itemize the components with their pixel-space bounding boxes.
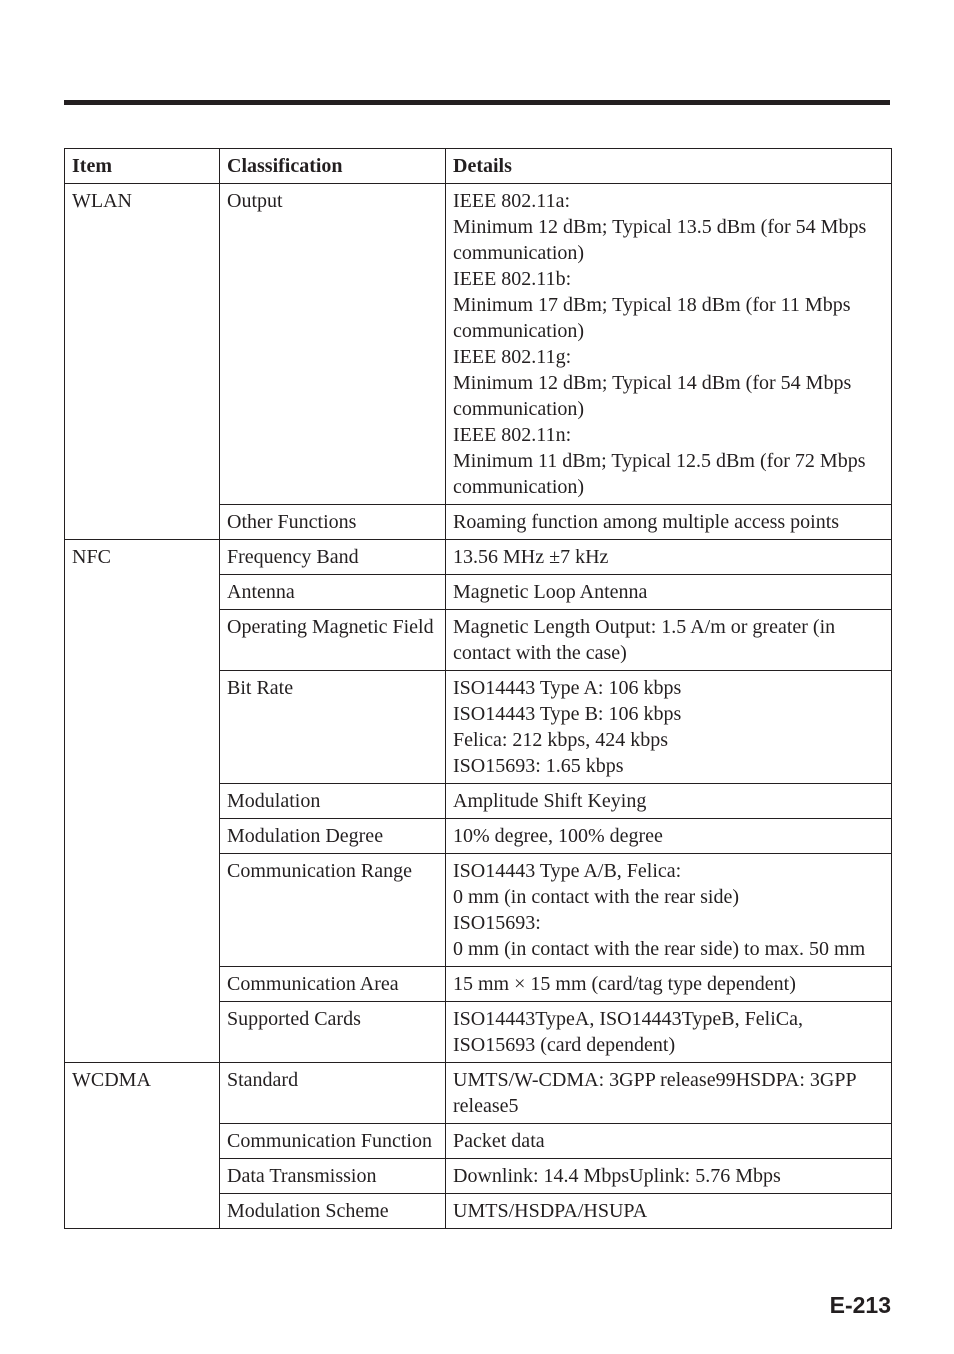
details-line: ISO14443TypeA, ISO14443TypeB, FeliCa, ISO15693 (card dependent) <box>453 1008 803 1056</box>
table-row <box>65 184 892 505</box>
details-cell <box>446 505 892 540</box>
details-line: Minimum 11 dBm; Typical 12.5 dBm (for 72 Mbps communication) <box>453 450 866 498</box>
table-header-row <box>65 149 892 184</box>
details-cell <box>446 1159 892 1194</box>
details-line: UMTS/W-CDMA: 3GPP release99HSDPA: 3GPP release5 <box>453 1069 856 1117</box>
details-cell <box>446 967 892 1002</box>
details-line: Amplitude Shift Keying <box>453 790 647 812</box>
classification-cell: Bit Rate <box>220 671 446 784</box>
details-line: ISO14443 Type A/B, Felica: <box>453 860 682 882</box>
table-body <box>65 184 892 1229</box>
classification-cell: Communication Area <box>220 967 446 1002</box>
details-cell <box>446 1063 892 1124</box>
header-details: Details <box>446 149 892 184</box>
details-line: Minimum 12 dBm; Typical 13.5 dBm (for 54 Mbps communication) <box>453 216 867 264</box>
details-cell <box>446 819 892 854</box>
classification-cell: Standard <box>220 1063 446 1124</box>
details-line: Magnetic Length Output: 1.5 A/m or greater (in contact with the case) <box>453 616 836 664</box>
details-line: IEEE 802.11a: <box>453 190 571 212</box>
details-line: IEEE 802.11g: <box>453 346 572 368</box>
details-cell <box>446 184 892 505</box>
details-line: ISO14443 Type A: 106 kbps <box>453 677 682 699</box>
details-line: 15 mm × 15 mm (card/tag type dependent) <box>453 973 796 995</box>
details-line: 10% degree, 100% degree <box>453 825 663 847</box>
details-line: Packet data <box>453 1130 545 1152</box>
classification-cell: Data Transmission <box>220 1159 446 1194</box>
classification-cell: Modulation Degree <box>220 819 446 854</box>
classification-cell: Other Functions <box>220 505 446 540</box>
details-cell <box>446 1194 892 1229</box>
table-row <box>65 1063 892 1124</box>
classification-cell: Operating Magnetic Field <box>220 610 446 671</box>
details-line: Downlink: 14.4 MbpsUplink: 5.76 Mbps <box>453 1165 781 1187</box>
classification-cell: Supported Cards <box>220 1002 446 1063</box>
header-item: Item <box>65 149 220 184</box>
details-cell <box>446 610 892 671</box>
details-line: 13.56 MHz ±7 kHz <box>453 546 609 568</box>
details-line: IEEE 802.11n: <box>453 424 572 446</box>
details-line: Minimum 12 dBm; Typical 14 dBm (for 54 Mbps communication) <box>453 372 852 420</box>
details-line: ISO14443 Type B: 106 kbps <box>453 703 682 725</box>
details-line: ISO15693: 1.65 kbps <box>453 755 624 777</box>
details-cell <box>446 540 892 575</box>
details-line: Magnetic Loop Antenna <box>453 581 648 603</box>
table-row <box>65 540 892 575</box>
item-cell: WLAN <box>65 184 220 540</box>
details-line: 0 mm (in contact with the rear side) <box>453 886 740 908</box>
classification-cell: Output <box>220 184 446 505</box>
classification-cell: Communication Range <box>220 854 446 967</box>
classification-cell: Modulation <box>220 784 446 819</box>
classification-cell: Antenna <box>220 575 446 610</box>
details-line: 0 mm (in contact with the rear side) to max. 50 mm <box>453 938 866 960</box>
page-number: E-213 <box>829 1292 891 1318</box>
classification-cell: Modulation Scheme <box>220 1194 446 1229</box>
specifications-table <box>64 148 892 1229</box>
details-line: IEEE 802.11b: <box>453 268 572 290</box>
details-cell <box>446 1124 892 1159</box>
details-cell <box>446 1002 892 1063</box>
details-line: Minimum 17 dBm; Typical 18 dBm (for 11 Mbps communication) <box>453 294 851 342</box>
details-cell <box>446 671 892 784</box>
details-cell <box>446 575 892 610</box>
details-line: Felica: 212 kbps, 424 kbps <box>453 729 668 751</box>
details-cell <box>446 854 892 967</box>
item-cell: NFC <box>65 540 220 1063</box>
header-classification: Classification <box>220 149 446 184</box>
item-cell: WCDMA <box>65 1063 220 1229</box>
header-rule <box>64 100 890 105</box>
details-cell <box>446 784 892 819</box>
details-line: UMTS/HSDPA/HSUPA <box>453 1200 648 1222</box>
classification-cell: Communication Function <box>220 1124 446 1159</box>
details-line: ISO15693: <box>453 912 541 934</box>
details-line: Roaming function among multiple access points <box>453 511 840 533</box>
classification-cell: Frequency Band <box>220 540 446 575</box>
